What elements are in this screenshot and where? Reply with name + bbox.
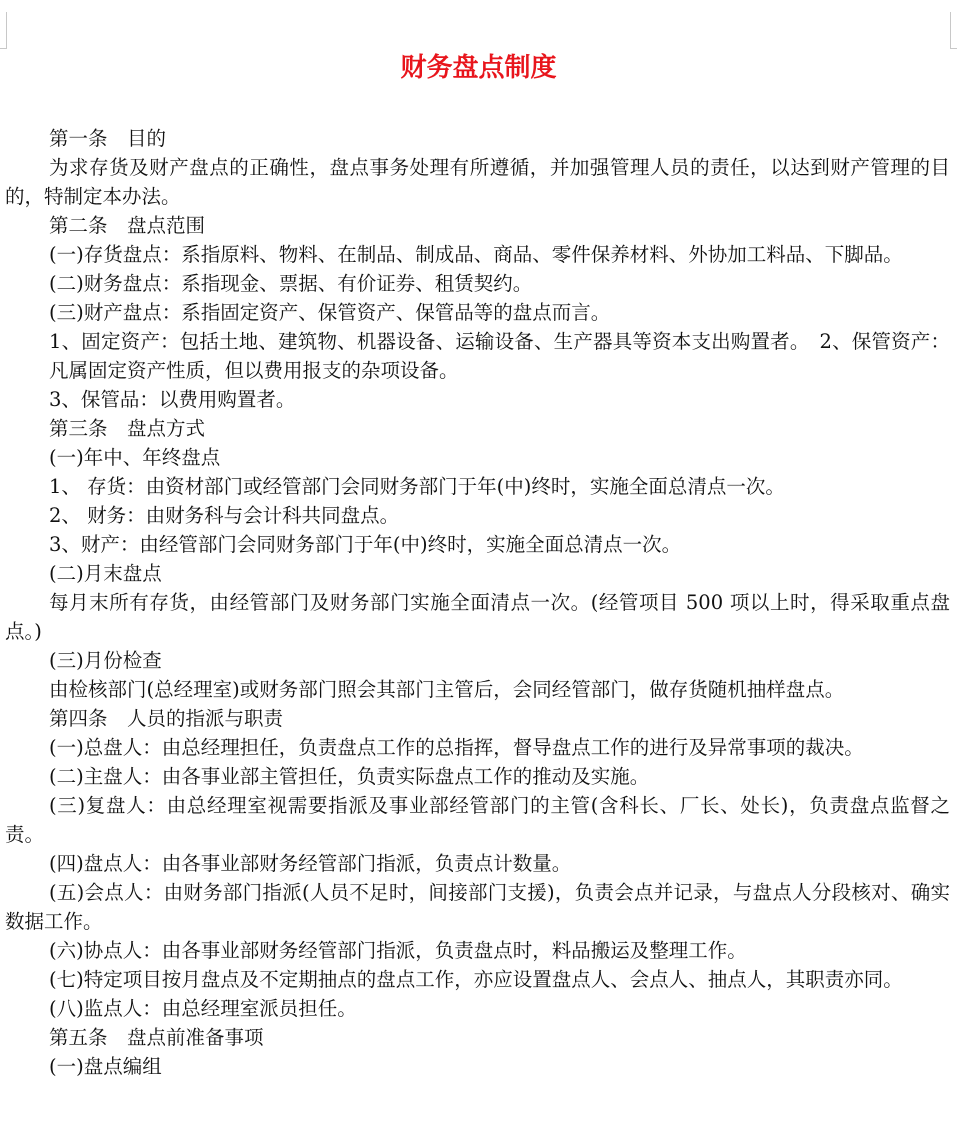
paragraph: 第四条 人员的指派与职责 — [49, 707, 284, 730]
paragraph: 第三条 盘点方式 — [49, 417, 206, 440]
paragraph: 1、 存货：由资材部门或经管部门会同财务部门于年(中)终时，实施全面总清点一次。 — [49, 475, 785, 498]
paragraph: (五)会点人：由财务部门指派(人员不足时，间接部门支援)，负责会点并记录，与盘点人分段核对、确实数据工作。 — [5, 881, 950, 933]
paragraph: 为求存货及财产盘点的正确性，盘点事务处理有所遵循，并加强管理人员的责任，以达到财产管理的目的，特制定本办法。 — [5, 156, 950, 208]
paragraph: 3、保管品：以费用购置者。 — [49, 388, 296, 411]
paragraph: (六)协点人：由各事业部财务经管部门指派，负责盘点时，料品搬运及整理工作。 — [49, 939, 747, 962]
paragraph: (一)盘点编组 — [49, 1055, 162, 1078]
paragraph: (一)年中、年终盘点 — [49, 446, 221, 469]
document-body — [5, 124, 950, 1081]
paragraph: 由检核部门(总经理室)或财务部门照会其部门主管后，会同经管部门，做存货随机抽样盘点。 — [49, 678, 845, 701]
paragraph: (三)财产盘点：系指固定资产、保管资产、保管品等的盘点而言。 — [49, 301, 611, 324]
page-corner-mark-right — [950, 12, 957, 49]
paragraph: (七)特定项目按月盘点及不定期抽点的盘点工作，亦应设置盘点人、会点人、抽点人，其职责亦同。 — [49, 968, 903, 991]
page-corner-mark-left — [0, 12, 7, 49]
document-title: 财务盘点制度 — [400, 53, 557, 83]
paragraph: (一)总盘人：由总经理担任，负责盘点工作的总指挥，督导盘点工作的进行及异常事项的裁决。 — [49, 736, 864, 759]
paragraph: 3、财产：由经管部门会同财务部门于年(中)终时，实施全面总清点一次。 — [49, 533, 682, 556]
paragraph: 每月末所有存货，由经管部门及财务部门实施全面清点一次。(经管项目 500 项以上时，得采取重点盘点。) — [5, 591, 950, 643]
paragraph: (一)存货盘点：系指原料、物料、在制品、制成品、商品、零件保养材料、外协加工料品、下脚品。 — [49, 243, 903, 266]
paragraph: (三)复盘人：由总经理室视需要指派及事业部经管部门的主管(含科长、厂长、处长)，负责盘点监督之责。 — [5, 794, 950, 846]
paragraph: (二)财务盘点：系指现金、票据、有价证券、租赁契约。 — [49, 272, 533, 295]
paragraph: 2、 财务：由财务科与会计科共同盘点。 — [49, 504, 400, 527]
paragraph: (八)监点人：由总经理室派员担任。 — [49, 997, 357, 1020]
paragraph: (三)月份检查 — [49, 649, 162, 672]
paragraph: (二)月末盘点 — [49, 562, 162, 585]
paragraph: (二)主盘人：由各事业部主管担任，负责实际盘点工作的推动及实施。 — [49, 765, 650, 788]
paragraph: 第一条 目的 — [49, 127, 167, 150]
paragraph: (四)盘点人：由各事业部财务经管部门指派，负责点计数量。 — [49, 852, 572, 875]
paragraph: 第五条 盘点前准备事项 — [49, 1026, 264, 1049]
paragraph: 第二条 盘点范围 — [49, 214, 206, 237]
paragraph: 1、固定资产：包括土地、建筑物、机器设备、运输设备、生产器具等资本支出购置者。 2、保管资产：凡属固定资产性质，但以费用报支的杂项设备。 — [49, 330, 950, 382]
